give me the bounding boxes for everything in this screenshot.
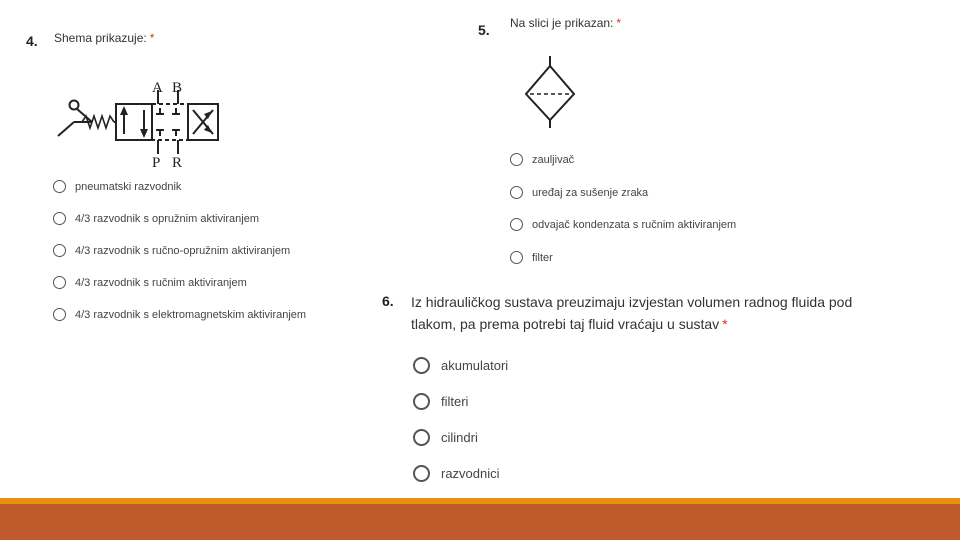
radio-button[interactable]	[53, 244, 66, 257]
question-6-number: 6.	[382, 293, 394, 309]
port-label-a: A	[152, 80, 163, 96]
q5-option-4-label: filter	[532, 251, 553, 264]
q6-option-3-label: cilindri	[441, 430, 478, 445]
question-5-title-text: Na slici je prikazan:	[510, 16, 614, 30]
q4-option-3-label: 4/3 razvodnik s ručno-opružnim aktiviranjem	[75, 244, 291, 257]
q5-option-2-label: uređaj za sušenje zraka	[532, 186, 649, 199]
question-4-title	[54, 31, 154, 45]
q5-option-1[interactable]	[510, 153, 574, 166]
radio-button[interactable]	[510, 218, 523, 231]
valve-symbol-diagram	[52, 78, 224, 170]
port-label-r: R	[172, 155, 183, 170]
q6-option-4[interactable]	[413, 465, 500, 482]
question-4-title-text: Shema prikazuje:	[54, 31, 147, 45]
q5-option-1-label: zauljivač	[532, 153, 575, 166]
filter-symbol-diagram	[518, 56, 582, 128]
q4-option-3[interactable]	[53, 244, 290, 257]
q6-option-3[interactable]	[413, 429, 478, 446]
q5-option-3-label: odvajač kondenzata s ručnim aktiviranjem	[532, 218, 737, 231]
q6-option-1-label: akumulatori	[441, 358, 509, 373]
question-6-title	[411, 291, 891, 335]
radio-button[interactable]	[510, 186, 523, 199]
q4-option-2[interactable]	[53, 212, 259, 225]
q5-option-2[interactable]	[510, 186, 648, 199]
radio-button[interactable]	[413, 357, 430, 374]
q4-option-4-label: 4/3 razvodnik s ručnim aktiviranjem	[75, 276, 247, 289]
required-mark: *	[722, 316, 728, 332]
radio-button[interactable]	[53, 212, 66, 225]
radio-button[interactable]	[53, 276, 66, 289]
q4-option-1[interactable]	[53, 180, 181, 193]
radio-button[interactable]	[53, 308, 66, 321]
port-label-p: P	[152, 155, 161, 170]
radio-button[interactable]	[510, 153, 523, 166]
footer-band	[0, 504, 960, 540]
q4-option-5[interactable]	[53, 308, 306, 321]
question-6-title-text: Iz hidrauličkog sustava preuzimaju izvjestan volumen radnog fluida pod tlakom, pa prema potrebi taj fluid vraćaju u sustav	[411, 294, 853, 332]
q6-option-2[interactable]	[413, 393, 468, 410]
q4-option-2-label: 4/3 razvodnik s opružnim aktiviranjem	[75, 212, 260, 225]
radio-button[interactable]	[413, 429, 430, 446]
q6-option-4-label: razvodnici	[441, 466, 500, 481]
q4-option-4[interactable]	[53, 276, 247, 289]
question-5-title	[510, 16, 621, 30]
q4-option-1-label: pneumatski razvodnik	[75, 180, 182, 193]
radio-button[interactable]	[53, 180, 66, 193]
q5-option-4[interactable]	[510, 251, 553, 264]
port-label-b: B	[172, 80, 183, 96]
radio-button[interactable]	[413, 465, 430, 482]
q5-option-3[interactable]	[510, 218, 736, 231]
q6-option-2-label: filteri	[441, 394, 469, 409]
required-mark: *	[616, 16, 622, 30]
question-5-number: 5.	[478, 22, 490, 38]
q4-option-5-label: 4/3 razvodnik s elektromagnetskim aktiviranjem	[75, 308, 307, 321]
required-mark: *	[149, 31, 155, 45]
radio-button[interactable]	[413, 393, 430, 410]
q6-option-1[interactable]	[413, 357, 508, 374]
radio-button[interactable]	[510, 251, 523, 264]
question-4-number: 4.	[26, 33, 38, 49]
